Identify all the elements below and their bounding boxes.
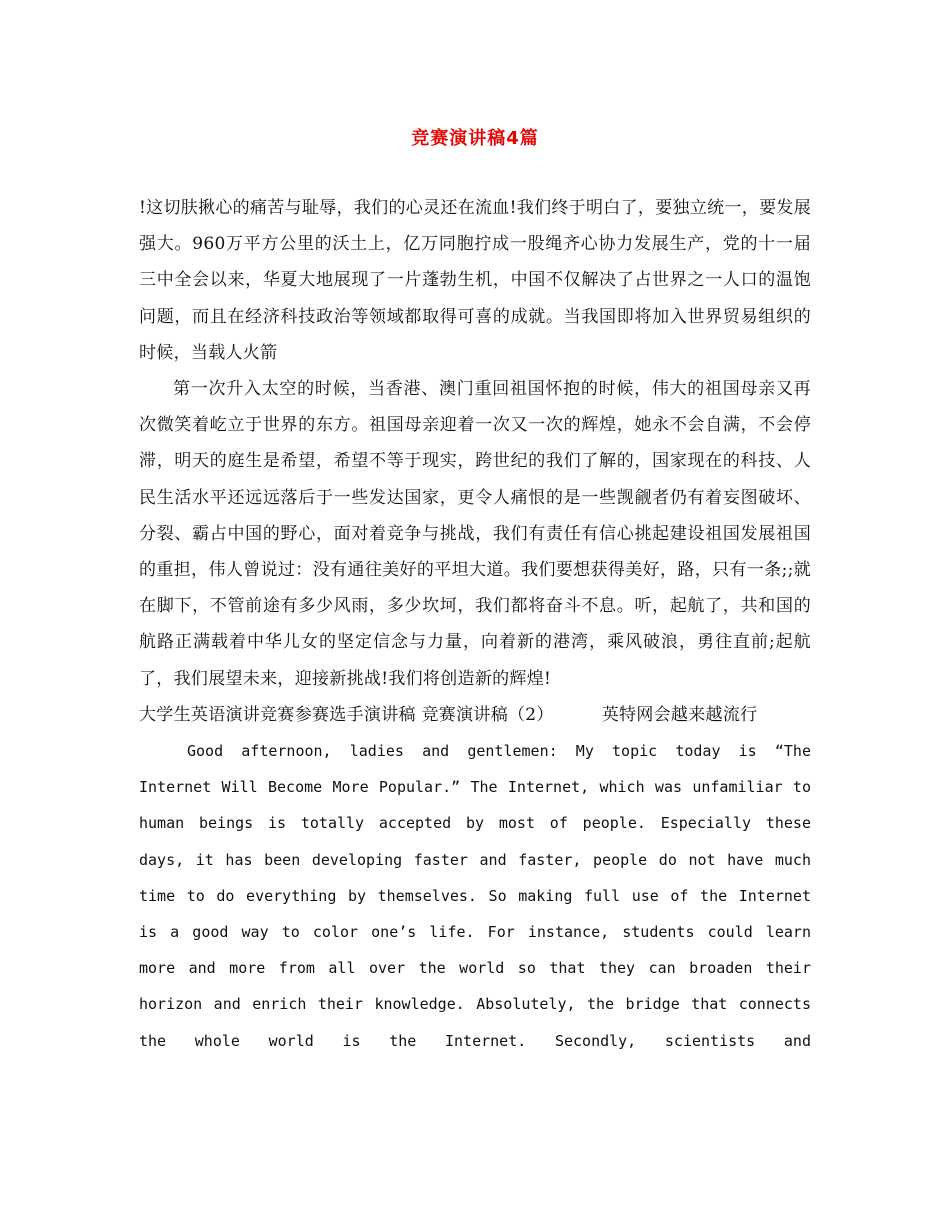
- section-heading-left: 大学生英语演讲竞赛参赛选手演讲稿 竞赛演讲稿（2）: [139, 704, 554, 725]
- section-heading-right: 英特网会越来越流行: [601, 704, 758, 725]
- paragraph-2: 第一次升入太空的时候，当香港、澳门重回祖国怀抱的时候，伟大的祖国母亲又再次微笑着屹立于世界的东方。祖国母亲迎着一次又一次的辉煌，她永不会自满，不会停滞，明天的庭生是希望，希望不等于现实，跨世纪的我们了解的，国家现在的科技、人民生活水平还远远落后于一些发达国家，更令人痛恨的是一些觊觎者仍有着妄图破坏、分裂、霸占中国的野心，面对着竞争与挑战，我们有责任有信心挑起建设祖国发展祖国的重担，伟人曾说过：没有通往美好的平坦大道。我们要想获得美好，路，只有一条;;就在脚下，不管前途有多少风雨，多少坎坷，我们都将奋斗不息。听，起航了，共和国的航路正满载着中华儿女的坚定信念与力量，向着新的港湾，乘风破浪，勇往直前;起航了，我们展望未来，迎接新挑战!我们将创造新的辉煌!: [139, 379, 811, 689]
- document-body: [139, 190, 811, 1059]
- paragraph-1: !这切肤揪心的痛苦与耻辱，我们的心灵还在流血!我们终于明白了，要独立统一，要发展强大。960万平方公里的沃土上，亿万同胞拧成一股绳齐心协力发展生产，党的十一届三中全会以来，华夏大地展现了一片蓬勃生机，中国不仅解决了占世界之一人口的温饱问题，而且在经济科技政治等领域都取得可喜的成就。当我国即将加入世界贸易组织的时候，当载人火箭: [139, 198, 811, 363]
- section-heading: [139, 697, 811, 733]
- document-title: 竞赛演讲稿4篇: [411, 128, 539, 149]
- english-paragraph: Good afternoon, ladies and gentlemen: My topic today is “The Internet Will Become More Popular.” The Internet, which was unfamiliar to human beings is totally accepted by most of people. Especially these days, it has been developing faster and faster, people do not have much time to do everything by themselves. So making full use of the Internet is a good way to color one’s life. For instance, students could learn more and more from all over the world so that they can broaden their horizon and enrich their knowledge. Absolutely, the bridge that connects the whole world is the Internet. Secondly, scientists and: [139, 742, 811, 1050]
